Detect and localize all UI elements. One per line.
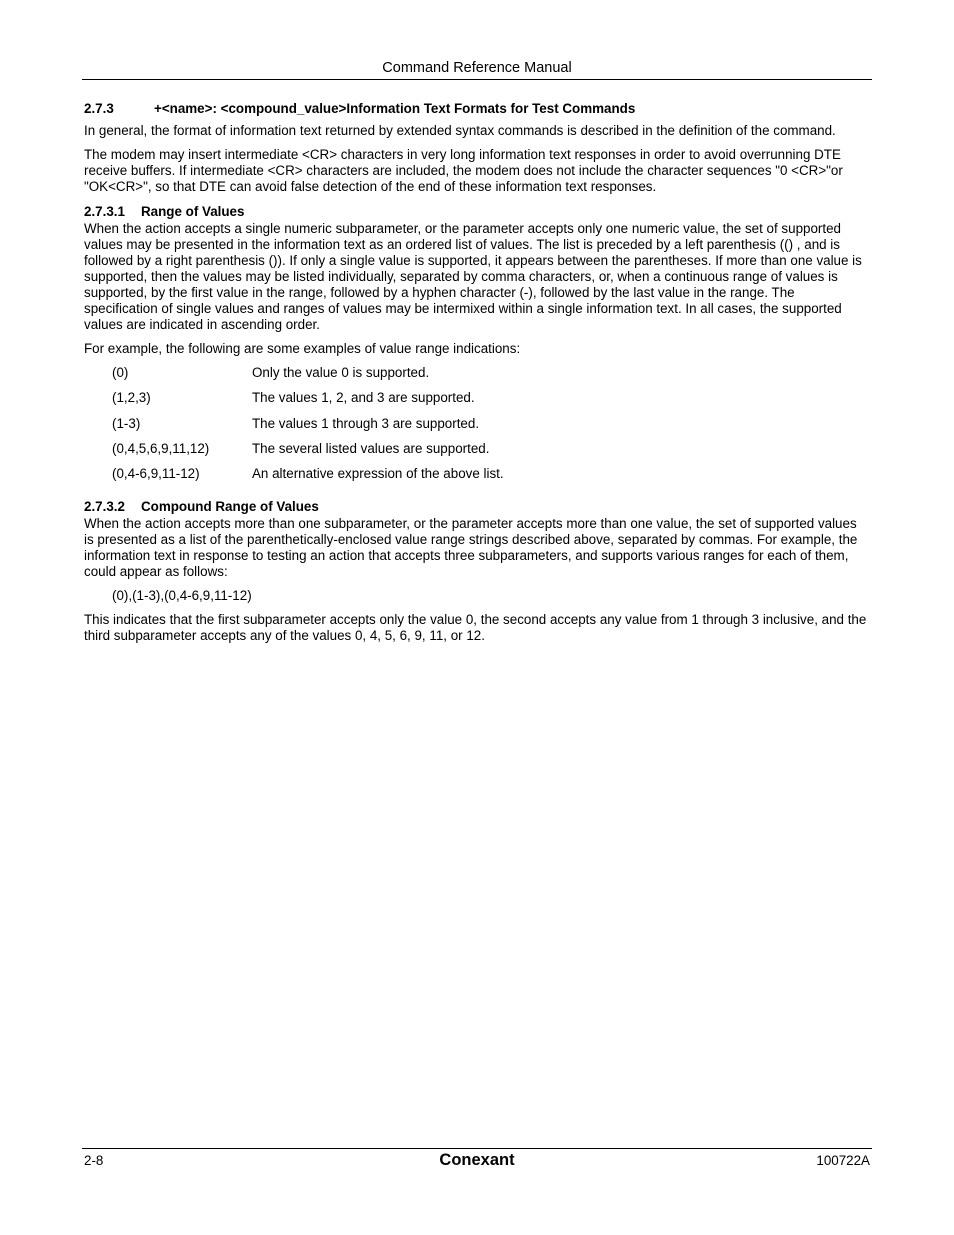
example-code: (0) bbox=[112, 365, 129, 380]
section-title: Range of Values bbox=[141, 204, 245, 219]
example-description: The values 1, 2, and 3 are supported. bbox=[252, 390, 475, 406]
section-number: 2.7.3.2 bbox=[84, 499, 125, 515]
paragraph: When the action accepts a single numeric subparameter, or the parameter accepts only one numeric value, the set of supported values may be presented in the information text as an ordered list of values. The list is preceded by a left parenthesis (() , and is followed by a right parenthesis ()). If only a single value is supported, it appears between the parentheses. If more than one value is supported, then the values may be listed individually, separated by comma characters, or, when a continuous range of values is supported, by the first value in the range, followed by a hyphen character (-), followed by the last value in the range. The specification of single values and ranges of values may be intermixed within a single information text. In all cases, the supported values are indicated in ascending order. bbox=[84, 221, 862, 332]
example-row bbox=[112, 365, 870, 390]
section-heading-2-7-3 bbox=[84, 100, 870, 118]
header-divider bbox=[82, 79, 872, 80]
paragraph: When the action accepts more than one subparameter, or the parameter accepts more than one value, the set of supported values is presented as a list of the parenthetically-enclosed value range strings described above, separated by commas. For example, the information text in response to testing an action that accepts three subparameters, and supports various ranges for each of them, could appear as follows: bbox=[84, 516, 858, 580]
example-row bbox=[112, 390, 870, 415]
page-content bbox=[84, 100, 870, 652]
section-title: Compound Range of Values bbox=[141, 499, 319, 515]
paragraph: For example, the following are some examples of value range indications: bbox=[84, 341, 521, 356]
paragraph: This indicates that the first subparameter accepts only the value 0, the second accepts any value from 1 through 3 inclusive, and the third subparameter accepts any of the values 0, 4, 5, 6, 9, 11, or 12. bbox=[84, 612, 867, 644]
running-header-title: Command Reference Manual bbox=[382, 60, 572, 76]
example-code: (1-3) bbox=[112, 415, 141, 431]
footer-divider bbox=[82, 1148, 872, 1149]
example-description: The values 1 through 3 are supported. bbox=[252, 415, 480, 431]
example-code: (0,4,5,6,9,11,12) bbox=[112, 440, 210, 456]
page-number: 2-8 bbox=[84, 1153, 104, 1168]
value-range-examples bbox=[112, 365, 870, 491]
example-row bbox=[112, 416, 870, 441]
company-name: Conexant bbox=[439, 1151, 515, 1169]
example-description: An alternative expression of the above list. bbox=[252, 466, 504, 482]
section-heading-2-7-3-2 bbox=[84, 498, 870, 516]
section-number: 2.7.3 bbox=[84, 101, 114, 116]
compound-example: (0),(1-3),(0,4-6,9,11-12) bbox=[112, 588, 252, 604]
paragraph: In general, the format of information text returned by extended syntax commands is described in the definition of the command. bbox=[84, 123, 836, 138]
example-description: The several listed values are supported. bbox=[252, 440, 490, 456]
example-code: (0,4-6,9,11-12) bbox=[112, 466, 200, 482]
example-row bbox=[112, 441, 870, 466]
document-number: 100722A bbox=[816, 1153, 870, 1168]
section-number: 2.7.3.1 bbox=[84, 204, 125, 219]
section-title: +<name>: <compound_value>Information Text Formats for Test Commands bbox=[154, 101, 636, 116]
paragraph: The modem may insert intermediate <CR> characters in very long information text responses in order to avoid overrunning DTE receive buffers. If intermediate <CR> characters are included, the modem does not include the character sequences "0 <CR>"or "OK<CR>", so that DTE can avoid false detection of the end of these information text responses. bbox=[84, 147, 843, 194]
example-row bbox=[112, 466, 870, 491]
section-heading-2-7-3-1 bbox=[84, 203, 870, 221]
example-description: Only the value 0 is supported. bbox=[252, 365, 430, 380]
example-code: (1,2,3) bbox=[112, 390, 151, 406]
